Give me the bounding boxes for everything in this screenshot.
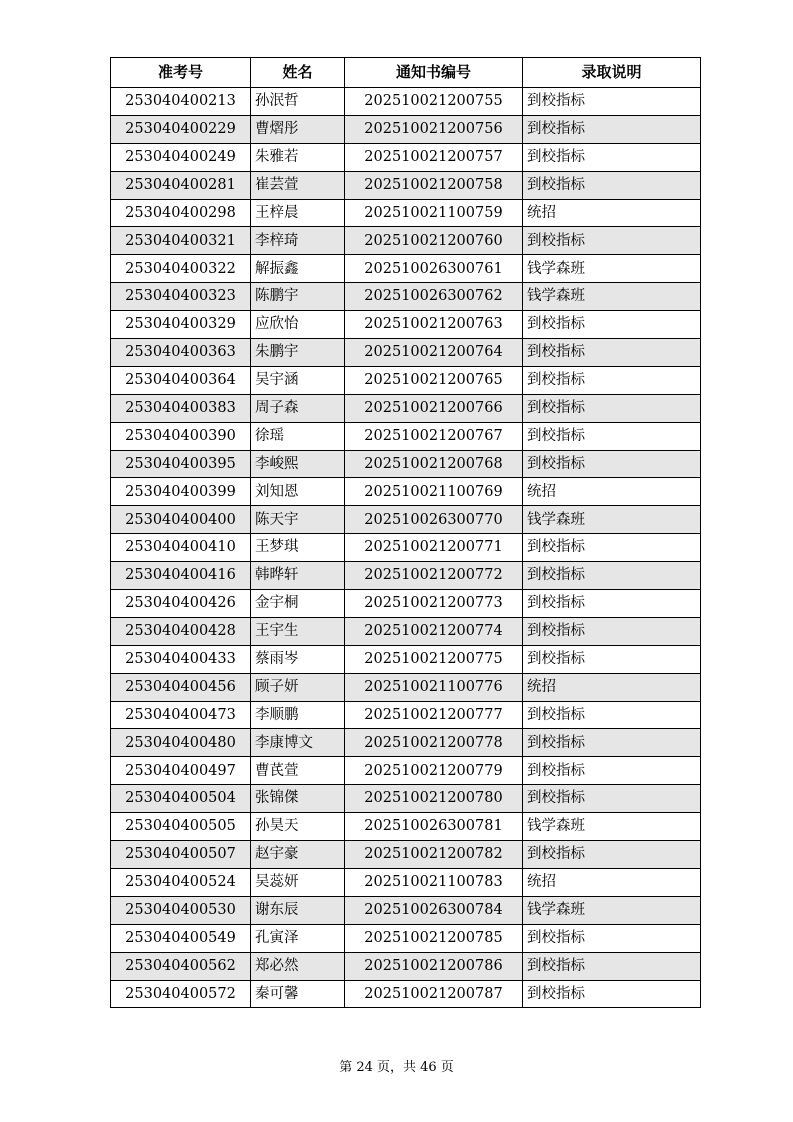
header-exam-number: 准考号 [111, 58, 251, 88]
name-cell: 吴宇涵 [251, 366, 345, 394]
name-cell: 陈鹏宇 [251, 283, 345, 311]
admission-note-cell: 到校指标 [523, 645, 701, 673]
notice-number-cell: 202510021200758 [345, 171, 523, 199]
notice-number-cell: 202510021200771 [345, 534, 523, 562]
admission-note-cell: 到校指标 [523, 980, 701, 1008]
name-cell: 李峻熙 [251, 450, 345, 478]
page-number-footer: 第 24 页，共 46 页 [339, 1060, 454, 1075]
exam-number-cell: 253040400433 [111, 645, 251, 673]
exam-number-cell: 253040400329 [111, 311, 251, 339]
table-row [111, 590, 701, 618]
notice-number-cell: 202510021100776 [345, 673, 523, 701]
exam-number-cell: 253040400298 [111, 199, 251, 227]
table-row [111, 896, 701, 924]
exam-number-cell: 253040400229 [111, 115, 251, 143]
table-row [111, 757, 701, 785]
admission-note-cell: 到校指标 [523, 366, 701, 394]
exam-number-cell: 253040400390 [111, 422, 251, 450]
exam-number-cell: 253040400399 [111, 478, 251, 506]
table-row [111, 868, 701, 896]
admission-note-cell: 到校指标 [523, 450, 701, 478]
table-body [111, 88, 701, 1008]
notice-number-cell: 202510021200777 [345, 701, 523, 729]
table-row [111, 283, 701, 311]
exam-number-cell: 253040400400 [111, 506, 251, 534]
header-name: 姓名 [251, 58, 345, 88]
exam-number-cell: 253040400549 [111, 924, 251, 952]
admission-note-cell: 钱学森班 [523, 813, 701, 841]
notice-number-cell: 202510021200772 [345, 562, 523, 590]
notice-number-cell: 202510021100769 [345, 478, 523, 506]
admission-note-cell: 到校指标 [523, 785, 701, 813]
admission-note-cell: 到校指标 [523, 227, 701, 255]
name-cell: 周子森 [251, 394, 345, 422]
table-row [111, 171, 701, 199]
table-row [111, 673, 701, 701]
exam-number-cell: 253040400395 [111, 450, 251, 478]
notice-number-cell: 202510021200780 [345, 785, 523, 813]
table-row [111, 701, 701, 729]
notice-number-cell: 202510021200773 [345, 590, 523, 618]
notice-number-cell: 202510026300781 [345, 813, 523, 841]
name-cell: 赵宇豪 [251, 841, 345, 869]
name-cell: 韩晔轩 [251, 562, 345, 590]
name-cell: 曹熠彤 [251, 115, 345, 143]
table-row [111, 339, 701, 367]
header-notice-number: 通知书编号 [345, 58, 523, 88]
table-row [111, 534, 701, 562]
notice-number-cell: 202510021200779 [345, 757, 523, 785]
name-cell: 朱鹏宇 [251, 339, 345, 367]
table-row [111, 227, 701, 255]
name-cell: 金宇桐 [251, 590, 345, 618]
table-row [111, 952, 701, 980]
notice-number-cell: 202510021200755 [345, 88, 523, 116]
admission-note-cell: 统招 [523, 673, 701, 701]
notice-number-cell: 202510021200764 [345, 339, 523, 367]
exam-number-cell: 253040400383 [111, 394, 251, 422]
name-cell: 李康博文 [251, 729, 345, 757]
notice-number-cell: 202510021200756 [345, 115, 523, 143]
admission-note-cell: 到校指标 [523, 534, 701, 562]
admission-table [110, 57, 701, 1008]
exam-number-cell: 253040400213 [111, 88, 251, 116]
admission-note-cell: 到校指标 [523, 757, 701, 785]
notice-number-cell: 202510021200768 [345, 450, 523, 478]
admission-note-cell: 钱学森班 [523, 255, 701, 283]
admission-note-cell: 到校指标 [523, 143, 701, 171]
admission-note-cell: 钱学森班 [523, 283, 701, 311]
name-cell: 王梓晨 [251, 199, 345, 227]
notice-number-cell: 202510021200774 [345, 617, 523, 645]
notice-number-cell: 202510021200775 [345, 645, 523, 673]
admission-note-cell: 到校指标 [523, 171, 701, 199]
admission-note-cell: 统招 [523, 199, 701, 227]
name-cell: 朱雅若 [251, 143, 345, 171]
table-row [111, 88, 701, 116]
table-row [111, 478, 701, 506]
name-cell: 谢东辰 [251, 896, 345, 924]
name-cell: 刘知恩 [251, 478, 345, 506]
name-cell: 顾子妍 [251, 673, 345, 701]
table-row [111, 422, 701, 450]
notice-number-cell: 202510021200765 [345, 366, 523, 394]
exam-number-cell: 253040400507 [111, 841, 251, 869]
exam-number-cell: 253040400530 [111, 896, 251, 924]
name-cell: 秦可馨 [251, 980, 345, 1008]
notice-number-cell: 202510021100759 [345, 199, 523, 227]
admission-note-cell: 到校指标 [523, 422, 701, 450]
name-cell: 应欣怡 [251, 311, 345, 339]
exam-number-cell: 253040400321 [111, 227, 251, 255]
admission-note-cell: 到校指标 [523, 590, 701, 618]
table-row [111, 841, 701, 869]
table-row [111, 255, 701, 283]
notice-number-cell: 202510021200787 [345, 980, 523, 1008]
notice-number-cell: 202510021200767 [345, 422, 523, 450]
table-row [111, 785, 701, 813]
admission-note-cell: 到校指标 [523, 729, 701, 757]
admission-note-cell: 到校指标 [523, 88, 701, 116]
exam-number-cell: 253040400504 [111, 785, 251, 813]
name-cell: 曹芪萱 [251, 757, 345, 785]
admission-note-cell: 钱学森班 [523, 506, 701, 534]
name-cell: 解振鑫 [251, 255, 345, 283]
table-row [111, 366, 701, 394]
exam-number-cell: 253040400364 [111, 366, 251, 394]
exam-number-cell: 253040400322 [111, 255, 251, 283]
name-cell: 孔寅泽 [251, 924, 345, 952]
admission-note-cell: 到校指标 [523, 339, 701, 367]
table-row [111, 729, 701, 757]
admission-note-cell: 到校指标 [523, 394, 701, 422]
exam-number-cell: 253040400426 [111, 590, 251, 618]
notice-number-cell: 202510026300770 [345, 506, 523, 534]
exam-number-cell: 253040400428 [111, 617, 251, 645]
exam-number-cell: 253040400505 [111, 813, 251, 841]
exam-number-cell: 253040400562 [111, 952, 251, 980]
table-row [111, 924, 701, 952]
table-row [111, 143, 701, 171]
table-row [111, 311, 701, 339]
exam-number-cell: 253040400410 [111, 534, 251, 562]
notice-number-cell: 202510021200782 [345, 841, 523, 869]
table-row [111, 813, 701, 841]
table-row [111, 450, 701, 478]
table-row [111, 394, 701, 422]
admission-note-cell: 到校指标 [523, 562, 701, 590]
name-cell: 陈天宇 [251, 506, 345, 534]
notice-number-cell: 202510021200766 [345, 394, 523, 422]
name-cell: 张锦傑 [251, 785, 345, 813]
notice-number-cell: 202510021100783 [345, 868, 523, 896]
table-row [111, 562, 701, 590]
table-row [111, 506, 701, 534]
name-cell: 孙昊天 [251, 813, 345, 841]
name-cell: 李顺鹏 [251, 701, 345, 729]
admission-note-cell: 到校指标 [523, 701, 701, 729]
exam-number-cell: 253040400524 [111, 868, 251, 896]
name-cell: 郑必然 [251, 952, 345, 980]
exam-number-cell: 253040400281 [111, 171, 251, 199]
name-cell: 崔芸萱 [251, 171, 345, 199]
notice-number-cell: 202510026300784 [345, 896, 523, 924]
table-row [111, 980, 701, 1008]
admission-note-cell: 到校指标 [523, 841, 701, 869]
name-cell: 王梦琪 [251, 534, 345, 562]
admission-note-cell: 到校指标 [523, 952, 701, 980]
name-cell: 王宇生 [251, 617, 345, 645]
admission-note-cell: 统招 [523, 868, 701, 896]
notice-number-cell: 202510021200778 [345, 729, 523, 757]
admission-note-cell: 到校指标 [523, 311, 701, 339]
name-cell: 蔡雨岑 [251, 645, 345, 673]
table-row [111, 115, 701, 143]
admission-note-cell: 到校指标 [523, 115, 701, 143]
notice-number-cell: 202510021200757 [345, 143, 523, 171]
exam-number-cell: 253040400497 [111, 757, 251, 785]
name-cell: 吴蕊妍 [251, 868, 345, 896]
name-cell: 李梓琦 [251, 227, 345, 255]
notice-number-cell: 202510026300762 [345, 283, 523, 311]
table-header-row [111, 58, 701, 88]
notice-number-cell: 202510021200763 [345, 311, 523, 339]
exam-number-cell: 253040400473 [111, 701, 251, 729]
admission-note-cell: 到校指标 [523, 924, 701, 952]
exam-number-cell: 253040400249 [111, 143, 251, 171]
table-row [111, 645, 701, 673]
notice-number-cell: 202510021200786 [345, 952, 523, 980]
exam-number-cell: 253040400572 [111, 980, 251, 1008]
admission-note-cell: 统招 [523, 478, 701, 506]
exam-number-cell: 253040400456 [111, 673, 251, 701]
admission-note-cell: 钱学森班 [523, 896, 701, 924]
notice-number-cell: 202510021200785 [345, 924, 523, 952]
notice-number-cell: 202510026300761 [345, 255, 523, 283]
name-cell: 徐瑶 [251, 422, 345, 450]
name-cell: 孙泯哲 [251, 88, 345, 116]
header-admission-note: 录取说明 [523, 58, 701, 88]
table-row [111, 199, 701, 227]
exam-number-cell: 253040400323 [111, 283, 251, 311]
exam-number-cell: 253040400480 [111, 729, 251, 757]
notice-number-cell: 202510021200760 [345, 227, 523, 255]
exam-number-cell: 253040400416 [111, 562, 251, 590]
admission-note-cell: 到校指标 [523, 617, 701, 645]
exam-number-cell: 253040400363 [111, 339, 251, 367]
table-row [111, 617, 701, 645]
